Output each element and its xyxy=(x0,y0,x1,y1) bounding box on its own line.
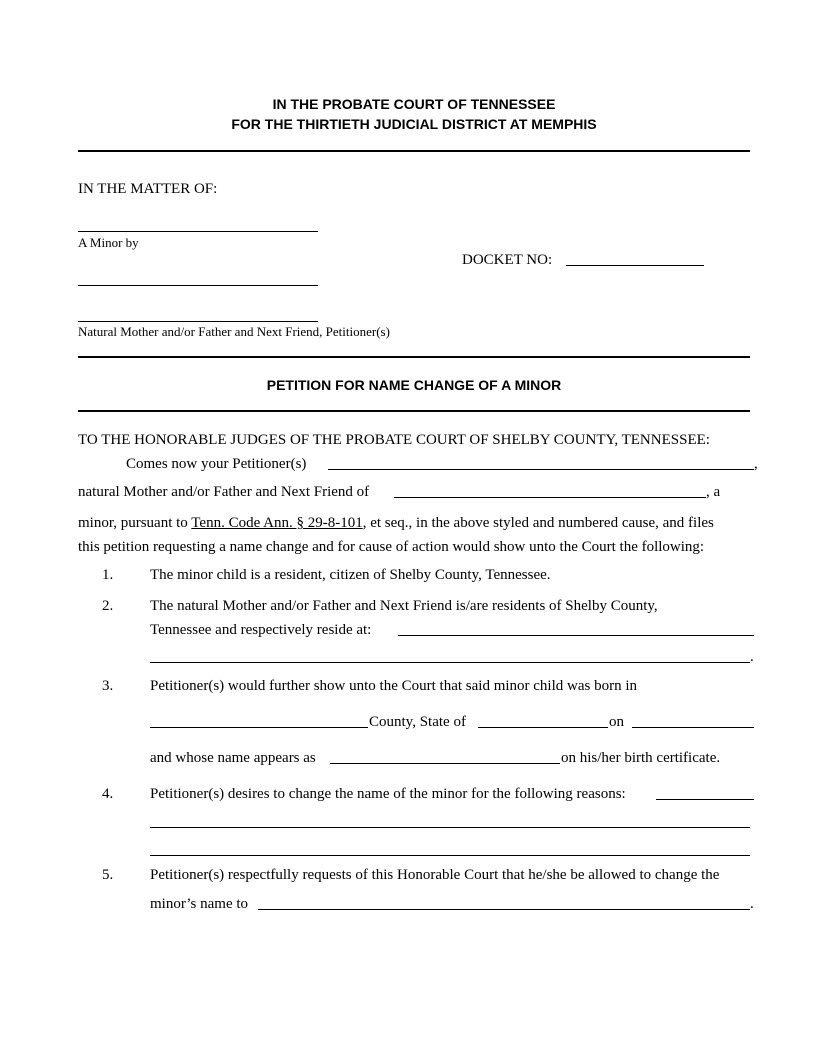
address-blank-2[interactable] xyxy=(150,662,750,663)
item-2-text: The natural Mother and/or Father and Next Friend is/are residents of Shelby County, xyxy=(150,598,658,614)
natural-mother-text: natural Mother and/or Father and Next Friend of xyxy=(78,484,370,500)
caption-divider xyxy=(78,356,750,358)
petitioners-name-blank[interactable] xyxy=(328,469,754,470)
in-the-matter-of-label: IN THE MATTER OF: xyxy=(78,181,218,197)
court-header-line-1: IN THE PROBATE COURT OF TENNESSEE xyxy=(272,96,556,112)
new-name-blank[interactable] xyxy=(258,909,750,910)
item-5-text: Petitioner(s) respectfully requests of this Honorable Court that he/she be allowed to change the xyxy=(150,867,720,883)
minor-name-blank[interactable] xyxy=(78,231,318,232)
petitioners-label: Natural Mother and/or Father and Next Friend, Petitioner(s) xyxy=(78,324,390,339)
pursuant-line xyxy=(78,514,714,532)
item-1-text: The minor child is a resident, citizen of Shelby County, Tennessee. xyxy=(150,567,551,583)
on-text: on xyxy=(609,714,624,730)
item-2-reside-text: Tennessee and respectively reside at: xyxy=(150,622,372,638)
minor-pursuant-text: minor, pursuant to xyxy=(78,515,188,531)
item-number: 2. xyxy=(102,598,114,614)
birth-county-blank[interactable] xyxy=(150,727,368,728)
reasons-blank-3[interactable] xyxy=(150,855,750,856)
county-state-text: County, State of xyxy=(369,714,466,730)
item-number: 5. xyxy=(102,867,114,883)
comes-now-text: Comes now your Petitioner(s) xyxy=(126,456,307,472)
parent-name-blank-2[interactable] xyxy=(78,321,318,322)
item-4-text: Petitioner(s) desires to change the name of the minor for the following reasons: xyxy=(150,786,626,802)
item-5-end: . xyxy=(750,896,754,912)
title-divider xyxy=(78,410,750,412)
item-3-text: Petitioner(s) would further show unto the Court that said minor child was born in xyxy=(150,678,638,694)
birth-certificate-text: on his/her birth certificate. xyxy=(561,750,721,766)
petition-line: this petition requesting a name change and for cause of action would show unto the Court the following: xyxy=(78,539,705,555)
address-blank-1[interactable] xyxy=(398,635,754,636)
natural-mother-end: , a xyxy=(706,484,721,500)
reasons-blank-2[interactable] xyxy=(150,827,750,828)
item-number: 3. xyxy=(102,678,114,694)
court-header-line-2: FOR THE THIRTIETH JUDICIAL DISTRICT AT MEMPHIS xyxy=(231,116,597,132)
petition-title: PETITION FOR NAME CHANGE OF A MINOR xyxy=(266,377,562,393)
comes-now-comma: , xyxy=(754,456,758,472)
pursuant-rest-text: , et seq., in the above styled and numbered cause, and files xyxy=(362,515,714,531)
header-divider xyxy=(78,150,750,152)
minors-name-to-text: minor’s name to xyxy=(150,896,249,912)
birth-certificate-name-blank[interactable] xyxy=(330,763,560,764)
statute-citation: Tenn. Code Ann. § 29-8-101 xyxy=(191,515,363,531)
minor-by-label: A Minor by xyxy=(78,235,139,250)
item-2-end: . xyxy=(750,649,754,665)
docket-number-blank[interactable] xyxy=(566,265,704,266)
item-number: 1. xyxy=(102,567,114,583)
birth-state-blank[interactable] xyxy=(478,727,608,728)
birth-date-blank[interactable] xyxy=(632,727,754,728)
salutation: TO THE HONORABLE JUDGES OF THE PROBATE COURT OF SHELBY COUNTY, TENNESSEE: xyxy=(78,432,710,448)
parent-name-blank-1[interactable] xyxy=(78,285,318,286)
item-number: 4. xyxy=(102,786,114,802)
docket-label: DOCKET NO: xyxy=(462,252,553,268)
minor-name-blank-2[interactable] xyxy=(394,497,706,498)
name-appears-text: and whose name appears as xyxy=(150,750,316,766)
reasons-blank-1[interactable] xyxy=(656,799,754,800)
